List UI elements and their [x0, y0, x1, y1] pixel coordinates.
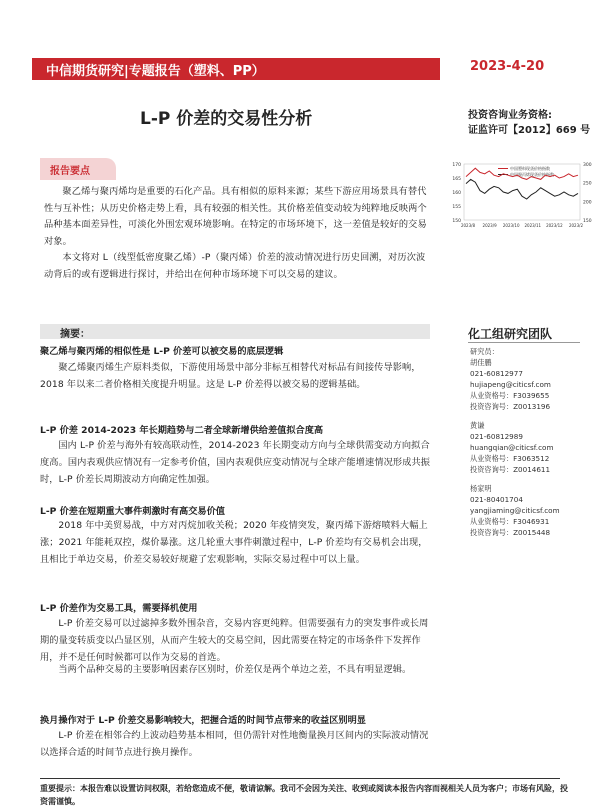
y-right-tick-label: 200	[583, 200, 592, 206]
member-advisory: 投资咨询号：Z0015448	[470, 528, 551, 537]
footer-divider	[40, 778, 560, 779]
member-email[interactable]: hujiapeng@citicsf.com	[470, 380, 551, 389]
summary-tab-label: 报告要点	[50, 166, 90, 177]
y-tick-label: 150	[452, 219, 461, 224]
member-license: 从业资格号：F3039655	[470, 391, 550, 400]
legend-label: 中国聚丙烯现货价格指数	[510, 172, 554, 177]
researcher-label: 研究员：	[470, 347, 499, 356]
section-paragraph: 当两个品种交易的主要影响因素存区别时，价差仅是两个单边之差，不具有明显逻辑。	[58, 664, 412, 675]
x-tick-label: 2023/12	[546, 223, 563, 228]
abstract-label: 摘要：	[60, 329, 90, 340]
section-paragraph: 国内 L-P 价差与海外有较高联动性，2014-2023 年长期变动方向与全球供需变动方向拟合度高。国内表观供应情况有一定参考价值，国内表观供应变动情况与全球产能增速情况形成共振时，L-P 价差长周期波动方向确定性加强。	[40, 440, 431, 485]
section-paragraph: 2018 年中美贸易战，中方对丙烷加收关税；2020 年疫情突发，聚丙烯下游熔喷料大幅上涨；2021 年能耗双控，煤价暴涨。这几轮重大事件刺激过程中，L-P 价差均有交易机会出现，且相比于单边交易，价差交易较好规避了宏观影响，实际交易过程中可以上量。	[40, 520, 428, 565]
summary-tab	[40, 158, 116, 180]
y-right-tick-label: 250	[583, 181, 592, 187]
qualification-label: 投资咨询业务资格:	[468, 110, 552, 121]
team-title: 化工组研究团队	[468, 327, 553, 341]
summary-paragraph: 本文将对 L（线型低密度聚乙烯）-P（聚丙烯）价差的波动情况进行历史回溯，对历次波动背后的或有逻辑进行探讨，并给出在何种市场环境下可以交易的建议。	[44, 252, 426, 280]
member-email[interactable]: yangjiaming@citicsf.com	[470, 506, 560, 515]
member-email[interactable]: huangqian@citicsf.com	[470, 443, 554, 452]
member-phone: 021-60812989	[470, 432, 523, 441]
abstract-bar	[40, 324, 430, 339]
member-advisory: 投资咨询号：Z0014611	[470, 465, 551, 474]
x-tick-label: 2023/9	[482, 223, 497, 228]
section-heading: L-P 价差在短期重大事件刺激时有高交易价值	[40, 506, 225, 517]
license-number: 证监许可【2012】669 号	[468, 125, 591, 136]
series-line	[466, 179, 578, 199]
section-heading: 换月操作对于 L-P 价差交易影响较大，把握合适的时间节点带来的收益区别明显	[40, 715, 366, 726]
section-heading: L-P 价差 2014-2023 年长期趋势与二者全球新增供给差值拟合度高	[40, 425, 324, 436]
summary-paragraph: 聚乙烯与聚丙烯均是重要的石化产品。具有相似的原料来源；某些下游应用场景具有替代性与互补性；从历史价格走势上看，具有较强的相关性。其价格差值变动较为纯粹地反映两个品种基本面差异性，可淡化外围宏观环境影响。在特定的市场环境下，这一差值是较好的交易对象。	[44, 186, 427, 247]
member-name: 杨家明	[470, 484, 492, 493]
member-advisory: 投资咨询号：Z0013196	[470, 402, 551, 411]
y-tick-label: 170	[452, 163, 461, 168]
y-tick-label: 160	[452, 191, 461, 196]
report-date: 2023-4-20	[470, 59, 545, 74]
x-tick-label: 2023/2	[568, 223, 584, 228]
member-name: 黄谦	[470, 421, 485, 430]
legend-label: 中国塑料现货价格指数	[510, 166, 550, 171]
header-band	[32, 58, 440, 80]
price-index-chart	[440, 150, 600, 232]
section-heading: 聚乙烯与聚丙烯的相似性是 L-P 价差可以被交易的底层逻辑	[40, 346, 284, 357]
member-name: 胡佳鹏	[470, 358, 492, 367]
x-tick-label: 2023/11	[524, 223, 542, 228]
y-right-tick-label: 300	[583, 163, 592, 168]
section-heading: L-P 价差作为交易工具，需要择机使用	[40, 603, 198, 614]
y-tick-label: 155	[452, 205, 461, 210]
section-paragraph: 聚乙烯聚丙烯生产原料类似，下游使用场景中部分非标互相替代对标品有间接传导影响，2018 年以来二者价格相关度提升明显。这是 L-P 价差得以被交易的逻辑基础。	[40, 362, 421, 390]
y-right-tick-label: 150	[583, 219, 592, 224]
footer-disclaimer: 重要提示：本报告难以设置访问权限，若给您造成不便，敬请谅解。我司不会因为关注、收到或阅读本报告内容而视相关人员为客户；市场有风险，投资需谨慎。	[40, 784, 568, 806]
x-tick-label: 2023/8	[460, 223, 476, 228]
member-license: 从业资格号：F3046931	[470, 517, 550, 526]
member-phone: 021-80401704	[470, 495, 523, 504]
brand-label: 中信期货研究|专题报告（塑料、PP）	[46, 64, 265, 79]
page-title: L-P 价差的交易性分析	[140, 109, 313, 129]
member-phone: 021-60812977	[470, 369, 523, 378]
section-paragraph: L-P 价差交易可以过滤掉多数外围杂音，交易内容更纯粹。但需要强有力的突发事件或长周期的量变转质变以凸显区别，从而产生较大的交易空间，因此需要在特定的市场条件下发挥作用，并不是任何时候都可以作为交易的首选。	[40, 618, 429, 663]
x-tick-label: 2023/10	[502, 223, 520, 228]
team-divider	[468, 342, 580, 343]
y-tick-label: 165	[452, 177, 461, 182]
section-paragraph: L-P 价差在相邻合约上波动趋势基本相同，但仍需针对性地衡量换月区间内的实际波动情况以选择合适的时间节点进行换月操作。	[40, 730, 429, 758]
member-license: 从业资格号：F3063512	[470, 454, 550, 463]
